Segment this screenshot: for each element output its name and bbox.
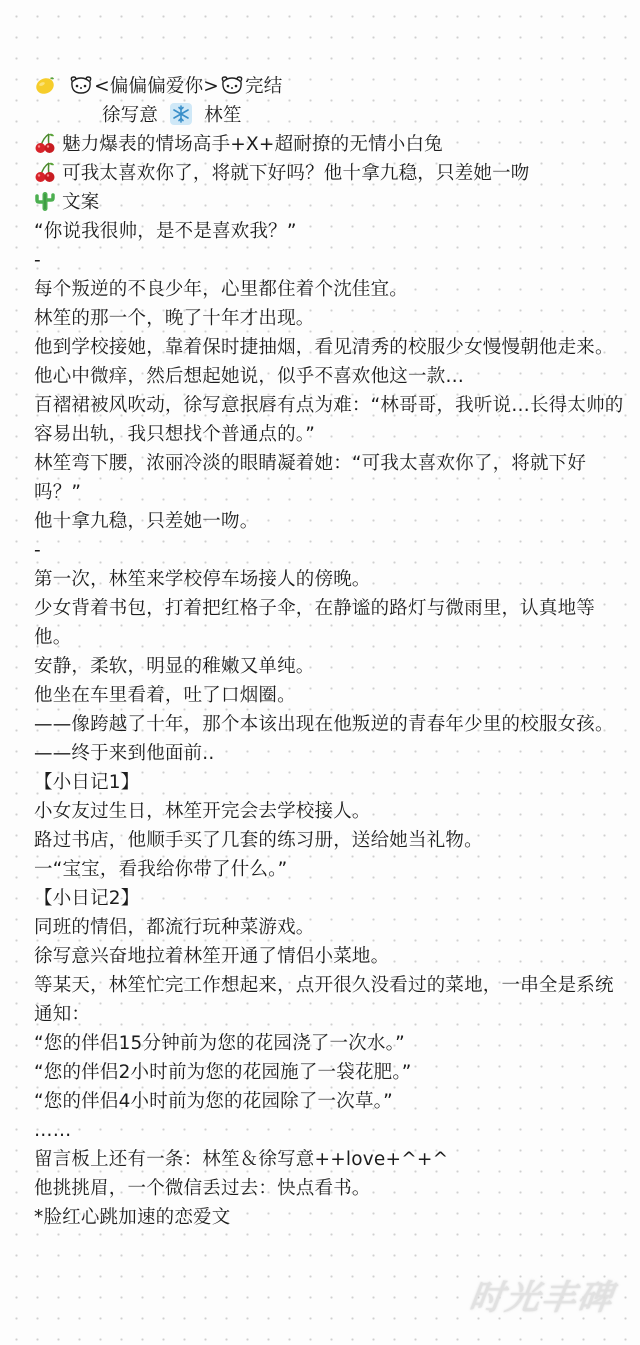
section-title: 文案 [62,192,100,213]
bear-face-icon [68,75,94,95]
body-line: 林笙弯下腰，浓丽冷淡的眼睛凝着她：“可我太喜欢你了，将就下好吗？” [34,453,587,503]
body-line: *脸红心跳加速的恋爱文 [34,1207,231,1228]
body-line: 路过书店，他顺手买了几套的练习册，送给她当礼物。 [34,830,483,851]
partner-name: 林笙 [204,105,242,126]
body-line: 少女背着书包，打着把红格子伞，在静谧的路灯与微雨里，认真地等他。 [34,598,596,648]
body-line: 安静，柔软，明显的稚嫩又单纯。 [34,656,315,677]
couple-line [34,101,624,130]
body-line: “您的伴侣15分钟前为您的花园浇了一次水。” [34,1033,405,1054]
tag-text-1: 魅力爆表的情场高手+X+超耐撩的无情小白兔 [62,134,443,155]
snowflake-icon [170,103,192,125]
book-description [34,72,624,1232]
bear-face-icon [219,75,245,95]
author-name: 徐写意 [102,105,159,126]
title-line [34,72,624,101]
tag-text-2: 可我太喜欢你了，将就下好吗？他十拿九稳，只差她一吻 [62,163,530,184]
body-line: 第一次，林笙来学校停车场接人的傍晚。 [34,569,371,590]
body-line: 百褶裙被风吹动，徐写意抿唇有点为难：“林哥哥，我听说…长得太帅的容易出轨，我只想找个普通点的。” [34,395,624,445]
lemon-icon [34,74,56,96]
body-line: 林笙的那一个，晚了十年才出现。 [34,308,315,329]
tag-line-2 [34,159,624,188]
body-line: 同班的情侣，都流行玩种菜游戏。 [34,917,315,938]
separator-dash: - [34,250,41,271]
body-line: 他坐在车里看着，吐了口烟圈。 [34,685,296,706]
cactus-icon [34,190,56,212]
body-line: 留言板上还有一条：林笙＆徐写意++love+^+^ [34,1149,449,1170]
diary-heading: 【小日记1】 [34,772,140,793]
body-line: 等某天，林笙忙完工作想起来，点开很久没看过的菜地，一串全是系统通知： [34,975,614,1025]
section-heading [34,188,624,217]
watermark-logo: 时光丰碑 [466,1278,617,1318]
body-line: 徐写意兴奋地拉着林笙开通了情侣小菜地。 [34,946,390,967]
body-line: ——像跨越了十年，那个本该出现在他叛逆的青春年少里的校服女孩。 [34,714,614,735]
body-line: 他十拿九稳，只差她一吻。 [34,511,259,532]
title-text: <偏偏偏爱你> [94,76,219,97]
separator-dash: - [34,540,41,561]
body-line: 他心中微痒，然后想起她说，似乎不喜欢他这一款… [34,366,465,387]
body-line: 他到学校接她，靠着保时捷抽烟，看见清秀的校服少女慢慢朝他走来。 [34,337,614,358]
body-line: ——终于来到他面前.. [34,743,215,764]
body-line: “你说我很帅，是不是喜欢我？” [34,221,297,242]
body-line: “您的伴侣2小时前为您的花园施了一袋花肥。” [34,1062,412,1083]
status-text: 完结 [245,76,283,97]
body-line: 他挑挑眉，一个微信丢过去：快点看书。 [34,1178,371,1199]
body-line: 一“宝宝，看我给你带了什么。” [34,859,288,880]
body-line: “您的伴侣4小时前为您的花园除了一次草。” [34,1091,393,1112]
synopsis-body [34,217,624,1232]
body-line: …… [34,1120,72,1141]
tag-line-1 [34,130,624,159]
body-line: 小女友过生日，林笙开完会去学校接人。 [34,801,371,822]
body-line: 每个叛逆的不良少年，心里都住着个沈佳宜。 [34,279,409,300]
cherry-icon [34,132,56,154]
diary-heading: 【小日记2】 [34,888,140,909]
cherry-icon [34,161,56,183]
